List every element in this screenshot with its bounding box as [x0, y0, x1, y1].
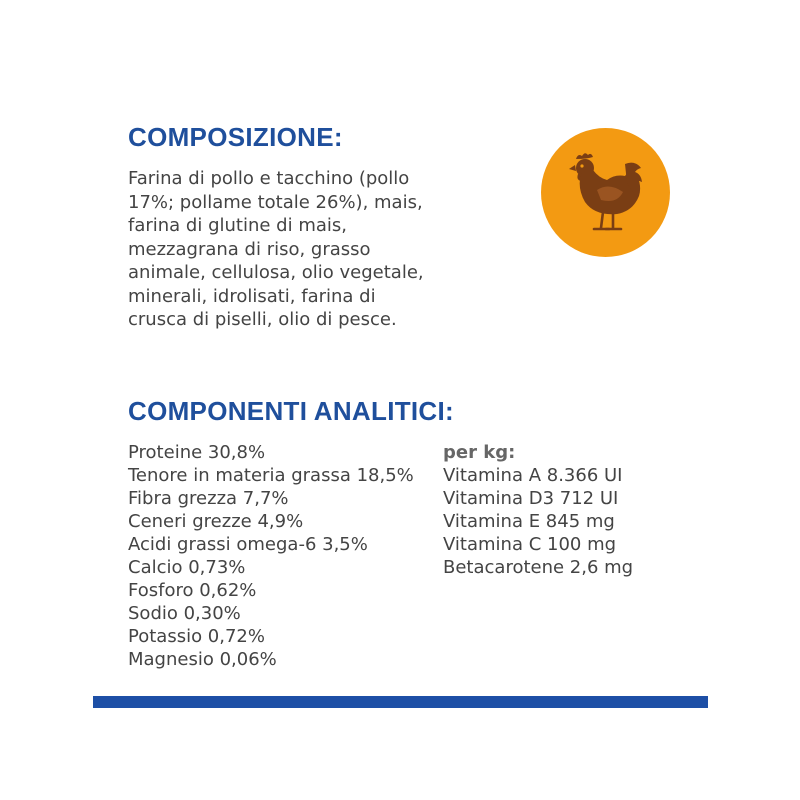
analytics-item: Potassio 0,72% [128, 626, 265, 647]
analytics-item: Sodio 0,30% [128, 603, 241, 624]
composition-text: Farina di pollo e tacchino (pollo 17%; pollame totale 26%), mais, farina di glutine di mais, mezzagrana di riso, grasso animale, cellulosa, olio vegetale, minerali, idrolisati, farina di crusca di piselli, olio di pesce. [128, 168, 424, 330]
analytics-item: Acidi grassi omega-6 3,5% [128, 534, 368, 555]
analytics-item: Proteine 30,8% [128, 442, 266, 463]
analytics-item: Magnesio 0,06% [128, 649, 277, 670]
vitamin-item: Betacarotene 2,6 mg [443, 557, 634, 578]
chicken-badge [541, 128, 670, 257]
bottom-divider-bar [93, 696, 708, 708]
analytics-item: Fosforo 0,62% [128, 580, 257, 601]
vitamins-list [443, 441, 703, 579]
vitamin-item: Vitamina A 8.366 UI [443, 465, 623, 486]
vitamin-item: Vitamina E 845 mg [443, 511, 615, 532]
vitamin-item: Vitamina C 100 mg [443, 534, 617, 555]
chicken-icon [541, 128, 670, 257]
analytics-item: Fibra grezza 7,7% [128, 488, 289, 509]
vitamin-item: Vitamina D3 712 UI [443, 488, 619, 509]
composition-heading: COMPOSIZIONE: [128, 122, 343, 152]
analytics-item: Ceneri grezze 4,9% [128, 511, 304, 532]
analytics-list-left [128, 441, 428, 671]
analytics-heading: COMPONENTI ANALITICI: [128, 396, 454, 426]
analytics-item: Calcio 0,73% [128, 557, 246, 578]
analytics-item: Tenore in materia grassa 18,5% [128, 465, 414, 486]
per-kg-label: per kg: [443, 442, 516, 463]
